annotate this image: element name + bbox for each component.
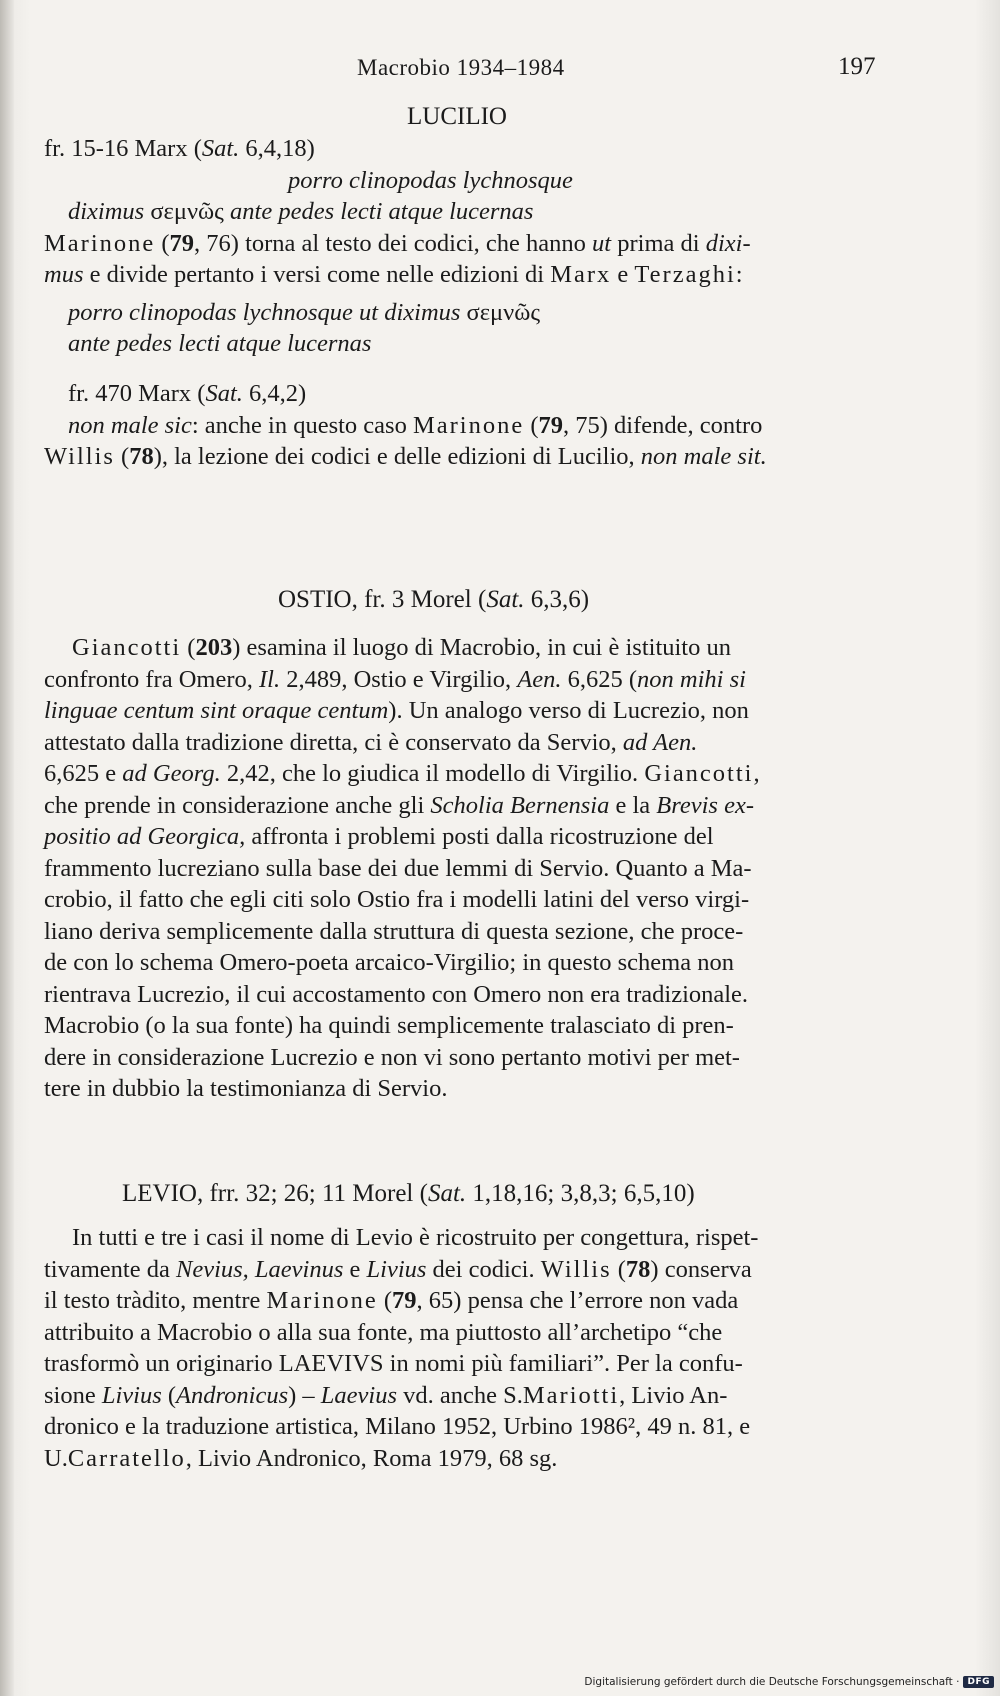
paragraph-line: tivamente da Nevius, Laevinus e Livius dei codici. Willis (78) conserva	[44, 1255, 752, 1283]
paragraph-line: positio ad Georgica, affronta i problemi posti dalla ricostruzione del	[44, 823, 714, 850]
levio-paragraph	[44, 1222, 880, 1474]
paragraph-line: dere in considerazione Lucrezio e non vi sono pertanto motivi per met-	[44, 1043, 740, 1071]
verse-line: diximus σεμνῶς ante pedes lecti atque lucernas	[68, 198, 534, 225]
section-heading-ostio: OSTIO, fr. 3 Morel (Sat. 6,3,6)	[278, 586, 590, 613]
verse-line: porro clinopodas lychnosque	[288, 166, 573, 194]
paragraph-line: non male sic: anche in questo caso Marinone (79, 75) difende, contro	[68, 411, 763, 439]
paragraph-line: tere in dubbio la testimonianza di Servio.	[44, 1075, 448, 1102]
page-gutter	[0, 0, 14, 1696]
paragraph-line: liano deriva semplicemente dalla struttura di questa sezione, che proce-	[44, 917, 744, 945]
fragment-reference: fr. 15-16 Marx (Sat. 6,4,18)	[44, 135, 315, 162]
paragraph-line: il testo tràdito, mentre Marinone (79, 65) pensa che l’errore non vada	[44, 1287, 739, 1314]
paragraph-line: confronto fra Omero, Il. 2,489, Ostio e Virgilio, Aen. 6,625 (non mihi si	[44, 665, 746, 693]
section-heading-levio: LEVIO, frr. 32; 26; 11 Morel (Sat. 1,18,16; 3,8,3; 6,5,10)	[122, 1180, 695, 1207]
fragment-reference: fr. 470 Marx (Sat. 6,4,2)	[68, 380, 307, 407]
paragraph-line: rientrava Lucrezio, il cui accostamento con Omero non era tradizionale.	[44, 980, 749, 1008]
paragraph-line: Macrobio (o la sua fonte) ha quindi semplicemente tralasciato di pren-	[44, 1012, 734, 1039]
footer-text: Digitalisierung gefördert durch die Deutsche Forschungsgemeinschaft ·	[584, 1676, 960, 1688]
paragraph-line: linguae centum sint oraque centum). Un analogo verso di Lucrezio, non	[44, 697, 749, 724]
paragraph-line: U.Carratello, Livio Andronico, Roma 1979, 68 sg.	[44, 1444, 558, 1472]
paragraph-line: In tutti e tre i casi il nome di Levio è ricostruito per congettura, rispet-	[72, 1224, 759, 1251]
paragraph-line: 6,625 e ad Georg. 2,42, che lo giudica il modello di Virgilio. Giancotti,	[44, 760, 760, 787]
paragraph-line: trasformò un originario LAEVIVS in nomi più familiari”. Per la confu-	[44, 1350, 743, 1377]
lucilio-fr2	[44, 378, 880, 473]
quoted-verse: ante pedes lecti atque lucernas	[68, 330, 372, 357]
paragraph-line: attestato dalla tradizione diretta, ci è conservato da Servio, ad Aen.	[44, 728, 698, 756]
running-title: Macrobio 1934–1984	[357, 55, 565, 80]
paragraph-line: dronico e la traduzione artistica, Milano 1952, Urbino 1986², 49 n. 81, e	[44, 1413, 751, 1440]
paragraph-line: Marinone (79, 76) torna al testo dei codici, che hanno ut prima di dixi-	[44, 229, 751, 257]
paragraph-line: mus e divide pertanto i versi come nelle edizioni di Marx e Terzaghi:	[44, 261, 743, 288]
lucilio-fr1	[44, 133, 880, 360]
dfg-logo: DFG	[963, 1676, 994, 1688]
running-header	[0, 55, 1000, 85]
page-number: 197	[838, 53, 876, 80]
paragraph-line: attribuito a Macrobio o alla sua fonte, ma piuttosto all’archetipo “che	[44, 1318, 723, 1346]
paragraph-line: frammento lucreziano sulla base dei due lemmi di Servio. Quanto a Ma-	[44, 854, 752, 882]
ostio-paragraph	[44, 632, 880, 1105]
quoted-verse: porro clinopodas lychnosque ut diximus σεμνῶς	[68, 298, 541, 326]
paragraph-line: Willis (78), la lezione dei codici e delle edizioni di Lucilio, non male sit.	[44, 443, 767, 470]
paragraph-line: de con lo schema Omero-poeta arcaico-Virgilio; in questo schema non	[44, 949, 734, 976]
paragraph-line: Giancotti (203) esamina il luogo di Macrobio, in cui è istituito un	[72, 634, 731, 661]
paragraph-line: che prende in considerazione anche gli Scholia Bernensia e la Brevis ex-	[44, 791, 754, 819]
paragraph-line: sione Livius (Andronicus) – Laevius vd. anche S.Mariotti, Livio An-	[44, 1381, 728, 1409]
paragraph-line: crobio, il fatto che egli citi solo Ostio fra i modelli latini del verso virgi-	[44, 886, 750, 913]
section-heading-lucilio: LUCILIO	[407, 103, 507, 130]
digitization-footer	[584, 1676, 994, 1688]
